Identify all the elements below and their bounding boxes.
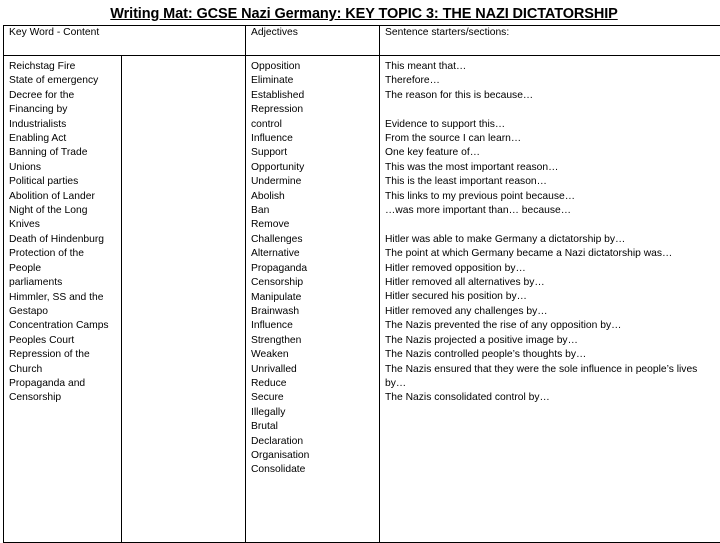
sentence-starter-item: Hitler removed opposition by…: [385, 262, 720, 276]
key-word-item: Propaganda and: [9, 377, 245, 391]
sentence-starter-item: This was the most important reason…: [385, 161, 720, 175]
adjective-item: Organisation: [251, 449, 379, 463]
sentence-starter-item: The Nazis prevented the rise of any opposition by…: [385, 319, 720, 333]
key-word-item: Night of the Long: [9, 204, 245, 218]
key-word-item: parliaments: [9, 276, 245, 290]
key-word-item: Church: [9, 363, 245, 377]
key-word-item: Himmler, SS and the: [9, 291, 245, 305]
sentence-starters-header-label: Sentence starters/sections:: [380, 26, 720, 40]
key-word-header-label: Key Word - Content: [4, 26, 245, 40]
adjective-item: Illegally: [251, 406, 379, 420]
sentence-starter-item: Evidence to support this…: [385, 118, 720, 132]
adjective-item: Declaration: [251, 435, 379, 449]
key-word-item: Censorship: [9, 391, 245, 405]
key-word-item: Abolition of Lander: [9, 190, 245, 204]
adjective-item: Alternative: [251, 247, 379, 261]
key-word-item: State of emergency: [9, 74, 245, 88]
key-word-item: Gestapo: [9, 305, 245, 319]
sentence-starter-item: …was more important than… because…: [385, 204, 720, 218]
sentence-starters-cell: [380, 56, 720, 543]
page-title: Writing Mat: GCSE Nazi Germany: KEY TOPIC 3: THE NAZI DICTATORSHIP: [0, 6, 720, 22]
header-row: [4, 26, 720, 56]
sentence-starter-item: The Nazis consolidated control by…: [385, 391, 720, 405]
key-word-cell: [4, 56, 246, 543]
key-word-item: Banning of Trade: [9, 146, 245, 160]
sentence-starter-item: The reason for this is because…: [385, 89, 720, 103]
adjective-item: Reduce: [251, 377, 379, 391]
spacer: [385, 218, 720, 232]
adjective-item: Secure: [251, 391, 379, 405]
key-word-item: Protection of the: [9, 247, 245, 261]
adjective-item: Influence: [251, 132, 379, 146]
key-word-item: Knives: [9, 218, 245, 232]
adjective-item: Established: [251, 89, 379, 103]
adjective-item: Ban: [251, 204, 379, 218]
sentence-starter-item: Hitler removed any challenges by…: [385, 305, 720, 319]
adjective-item: Influence: [251, 319, 379, 333]
key-word-item: Financing by: [9, 103, 245, 117]
key-word-item: Reichstag Fire: [9, 60, 245, 74]
adjective-item: Opposition: [251, 60, 379, 74]
sentence-starters-header: [380, 26, 720, 56]
sentence-starter-item: The point at which Germany became a Nazi dictatorship was…: [385, 247, 720, 261]
key-word-item: Decree for the: [9, 89, 245, 103]
key-word-item: Unions: [9, 161, 245, 175]
adjectives-header: [246, 26, 380, 56]
key-word-item: Peoples Court: [9, 334, 245, 348]
sentence-starter-item: Hitler removed all alternatives by…: [385, 276, 720, 290]
adjectives-list: [246, 56, 379, 478]
adjective-item: Censorship: [251, 276, 379, 290]
sentence-starter-item: This links to my previous point because…: [385, 190, 720, 204]
sentence-starter-item: Hitler was able to make Germany a dictatorship by…: [385, 233, 720, 247]
adjective-item: Brutal: [251, 420, 379, 434]
key-word-item: Concentration Camps: [9, 319, 245, 333]
key-word-list: [4, 56, 245, 406]
adjective-item: Undermine: [251, 175, 379, 189]
key-word-item: Political parties: [9, 175, 245, 189]
adjective-item: Propaganda: [251, 262, 379, 276]
adjective-item: Eliminate: [251, 74, 379, 88]
adjective-item: Challenges: [251, 233, 379, 247]
adjective-item: Strengthen: [251, 334, 379, 348]
adjective-item: Abolish: [251, 190, 379, 204]
sentence-starter-item: This meant that…: [385, 60, 720, 74]
writing-mat-table: [3, 25, 720, 543]
adjectives-header-label: Adjectives: [246, 26, 379, 40]
sentence-starter-item: The Nazis ensured that they were the sole influence in people’s lives by…: [385, 363, 720, 392]
key-word-item: People: [9, 262, 245, 276]
sentence-starters-list: [380, 56, 720, 406]
adjective-item: Weaken: [251, 348, 379, 362]
adjective-item: Remove: [251, 218, 379, 232]
sentence-starter-item: The Nazis projected a positive image by…: [385, 334, 720, 348]
key-word-item: Repression of the: [9, 348, 245, 362]
adjective-item: Support: [251, 146, 379, 160]
key-word-divider: [121, 56, 122, 542]
sentence-starter-item: The Nazis controlled people’s thoughts by…: [385, 348, 720, 362]
content-row: [4, 56, 720, 543]
sentence-starter-item: From the source I can learn…: [385, 132, 720, 146]
key-word-item: Enabling Act: [9, 132, 245, 146]
key-word-item: Death of Hindenburg: [9, 233, 245, 247]
adjective-item: Repression: [251, 103, 379, 117]
key-word-item: Industrialists: [9, 118, 245, 132]
adjectives-cell: [246, 56, 380, 543]
adjective-item: Manipulate: [251, 291, 379, 305]
adjective-item: Opportunity: [251, 161, 379, 175]
adjective-item: Brainwash: [251, 305, 379, 319]
adjective-item: Consolidate: [251, 463, 379, 477]
sentence-starter-item: This is the least important reason…: [385, 175, 720, 189]
sentence-starter-item: Therefore…: [385, 74, 720, 88]
key-word-header: [4, 26, 246, 56]
adjective-item: control: [251, 118, 379, 132]
spacer: [385, 103, 720, 117]
adjective-item: Unrivalled: [251, 363, 379, 377]
sentence-starter-item: One key feature of…: [385, 146, 720, 160]
sentence-starter-item: Hitler secured his position by…: [385, 290, 720, 304]
